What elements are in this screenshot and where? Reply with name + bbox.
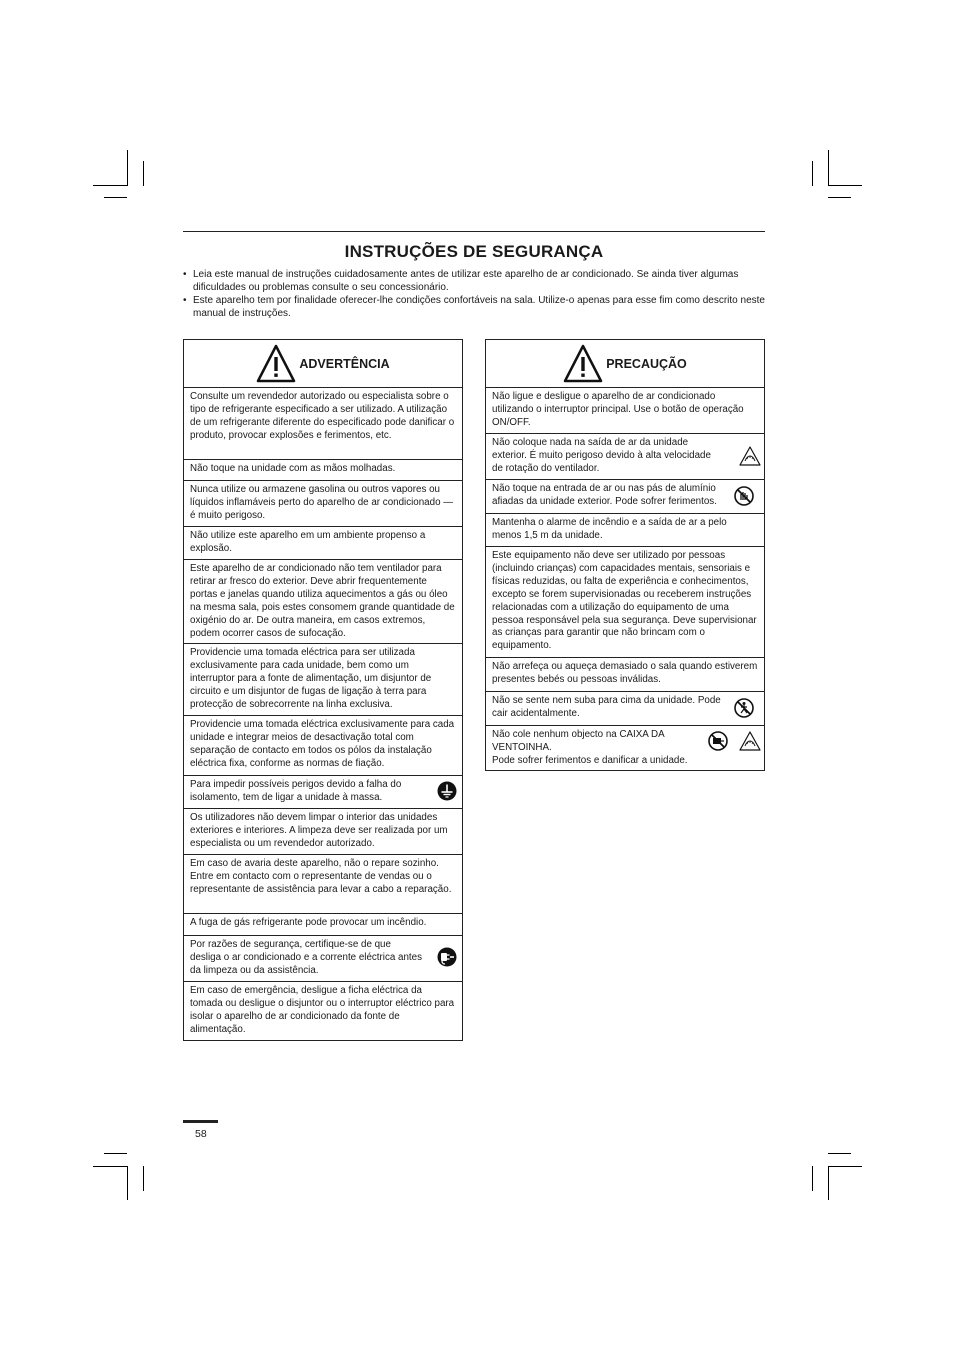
intro-list (183, 268, 765, 320)
crop-mark (828, 1166, 862, 1167)
crop-mark (828, 1153, 851, 1154)
caution-header (486, 340, 764, 388)
warning-heading: ADVERTÊNCIA (299, 356, 390, 371)
warning-triangle-icon (256, 344, 296, 384)
crop-mark (127, 1166, 128, 1200)
warning-item: Não toque na unidade com as mãos molhadas. (184, 460, 462, 481)
crop-mark (828, 197, 851, 198)
caution-item: Este equipamento não deve ser utilizado por pessoas (incluindo crianças) com capacidades mentais, sensoriais e físicas reduzidas, ou falta de experiência e conhecimentos, excepto se forem supervisionadas ou receberem instruções relacionadas com a utilização do equipamento de uma pessoa responsável pela sua segurança. Deve supervisionar as crianças para garantir que não brincam com o equipamento. (486, 547, 764, 658)
caution-item: Mantenha o alarme de incêndio e a saída de ar a pelo menos 1,5 m da unidade. (486, 514, 764, 547)
warning-item: Para impedir possíveis perigos devido a falha do isolamento, tem de ligar a unidade à massa. (184, 776, 462, 809)
hand-hazard-triangle-icon (739, 446, 759, 466)
warning-item: Nunca utilize ou armazene gasolina ou outros vapores ou líquidos inflamáveis perto do aparelho de ar condicionado — é muito perigoso. (184, 481, 462, 527)
no-touch-icon (734, 486, 754, 506)
warning-item: Providencie uma tomada eléctrica exclusivamente para cada unidade e integrar meios de desactivação total com separação de contacto em todos os pólos da instalação eléctrica fixa, conforme as normas de fiação. (184, 716, 462, 776)
warning-item: Em caso de emergência, desligue a ficha eléctrica da tomada ou desligue o disjuntor ou o interruptor eléctrico para isolar o aparelho de ar condicionado da fonte de alimentação. (190, 985, 455, 1035)
crop-mark (127, 150, 128, 186)
no-climb-icon (734, 698, 754, 718)
caution-item: Não arrefeça ou aqueça demasiado o sala quando estiverem presentes bebés ou pessoas inválidas. (486, 658, 764, 692)
crop-mark (93, 1166, 127, 1167)
crop-mark (828, 1166, 829, 1200)
page-title: INSTRUÇÕES DE SEGURANÇA (344, 242, 604, 261)
crop-mark (143, 1166, 144, 1191)
caution-item: Não cole nenhum objecto na CAIXA DA VENTOINHA. Pode sofrer ferimentos e danificar a unidade. (486, 726, 764, 772)
warning-item: Em caso de avaria deste aparelho, não o repare sozinho. Entre em contacto com o representante de vendas ou o representante de assistência para levar a cabo a reparação. (184, 855, 462, 914)
caution-heading: PRECAUÇÃO (606, 356, 687, 371)
intro-item: • Este aparelho tem por finalidade oferecer-lhe condições confortáveis na sala. Utilize-o apenas para esse fim como descrito neste manual de instruções. (183, 294, 765, 320)
crop-mark (104, 197, 127, 198)
warning-item: Este aparelho de ar condicionado não tem ventilador para retirar ar fresco do exterior. Deve abrir frequentemente portas e janelas quando utiliza aquecimentos a gás ou óleo na mesma sala, pois estes consomem grande quantidade de oxigénio do ar. De outra maneira, em casos extremos, podem ocorrer casos de sufocação. (184, 560, 462, 644)
crop-mark (93, 185, 127, 186)
no-insert-icon (708, 731, 728, 751)
warning-item: Por razões de segurança, certifique-se de que desliga o ar condicionado e a corrente eléctrica antes da limpeza ou da assistência. (184, 936, 462, 982)
unplug-icon (437, 947, 457, 967)
page-number-bar (183, 1120, 218, 1123)
crop-mark (812, 161, 813, 186)
header-rule (183, 231, 765, 232)
caution-item: Não se sente nem suba para cima da unidade. Pode cair acidentalmente. (486, 692, 764, 726)
ground-icon (437, 781, 457, 801)
caution-item: Não coloque nada na saída de ar da unidade exterior. É muito perigoso devido à alta velocidade de rotação do ventilador. (486, 434, 764, 480)
warning-triangle-icon (563, 344, 603, 384)
crop-mark (828, 150, 829, 186)
warning-item: Providencie uma tomada eléctrica para ser utilizada exclusivamente para cada unidade, bem como um interruptor para a fonte de alimentação, um disjuntor de circuito e um disjuntor de fugas de ligação à terra para protecção de sobrecorrente na linha exclusiva. (184, 644, 462, 716)
crop-mark (828, 185, 862, 186)
warning-header (184, 340, 462, 388)
caution-item: Não toque na entrada de ar ou nas pás de alumínio afiadas da unidade exterior. Pode sofrer ferimentos. (486, 480, 764, 514)
warning-box (183, 339, 463, 1041)
page-number: 58 (195, 1128, 207, 1140)
crop-mark (812, 1166, 813, 1191)
warning-item: Os utilizadores não devem limpar o interior das unidades exteriores e interiores. A limpeza deve ser realizada por um especialista ou um revendedor autorizado. (184, 809, 462, 855)
hazard-triangle-icon (739, 731, 759, 751)
intro-item: • Leia este manual de instruções cuidadosamente antes de utilizar este aparelho de ar condicionado. Se ainda tiver algumas dificuldades ou problemas consulte o seu concessionário. (183, 268, 765, 294)
caution-box (485, 339, 765, 771)
warning-item: Não utilize este aparelho em um ambiente propenso a explosão. (184, 527, 462, 560)
crop-mark (143, 161, 144, 186)
warning-item: A fuga de gás refrigerante pode provocar um incêndio. (184, 914, 462, 936)
crop-mark (104, 1153, 127, 1154)
caution-item: Não ligue e desligue o aparelho de ar condicionado utilizando o interruptor principal. Use o botão de operação ON/OFF. (486, 388, 764, 434)
warning-item: Consulte um revendedor autorizado ou especialista sobre o tipo de refrigerante especificado a ser utilizado. A utilização de um refrigerante diferente do especificado pode danificar o produto, provocar explosões e ferimentos, etc. (184, 388, 462, 460)
